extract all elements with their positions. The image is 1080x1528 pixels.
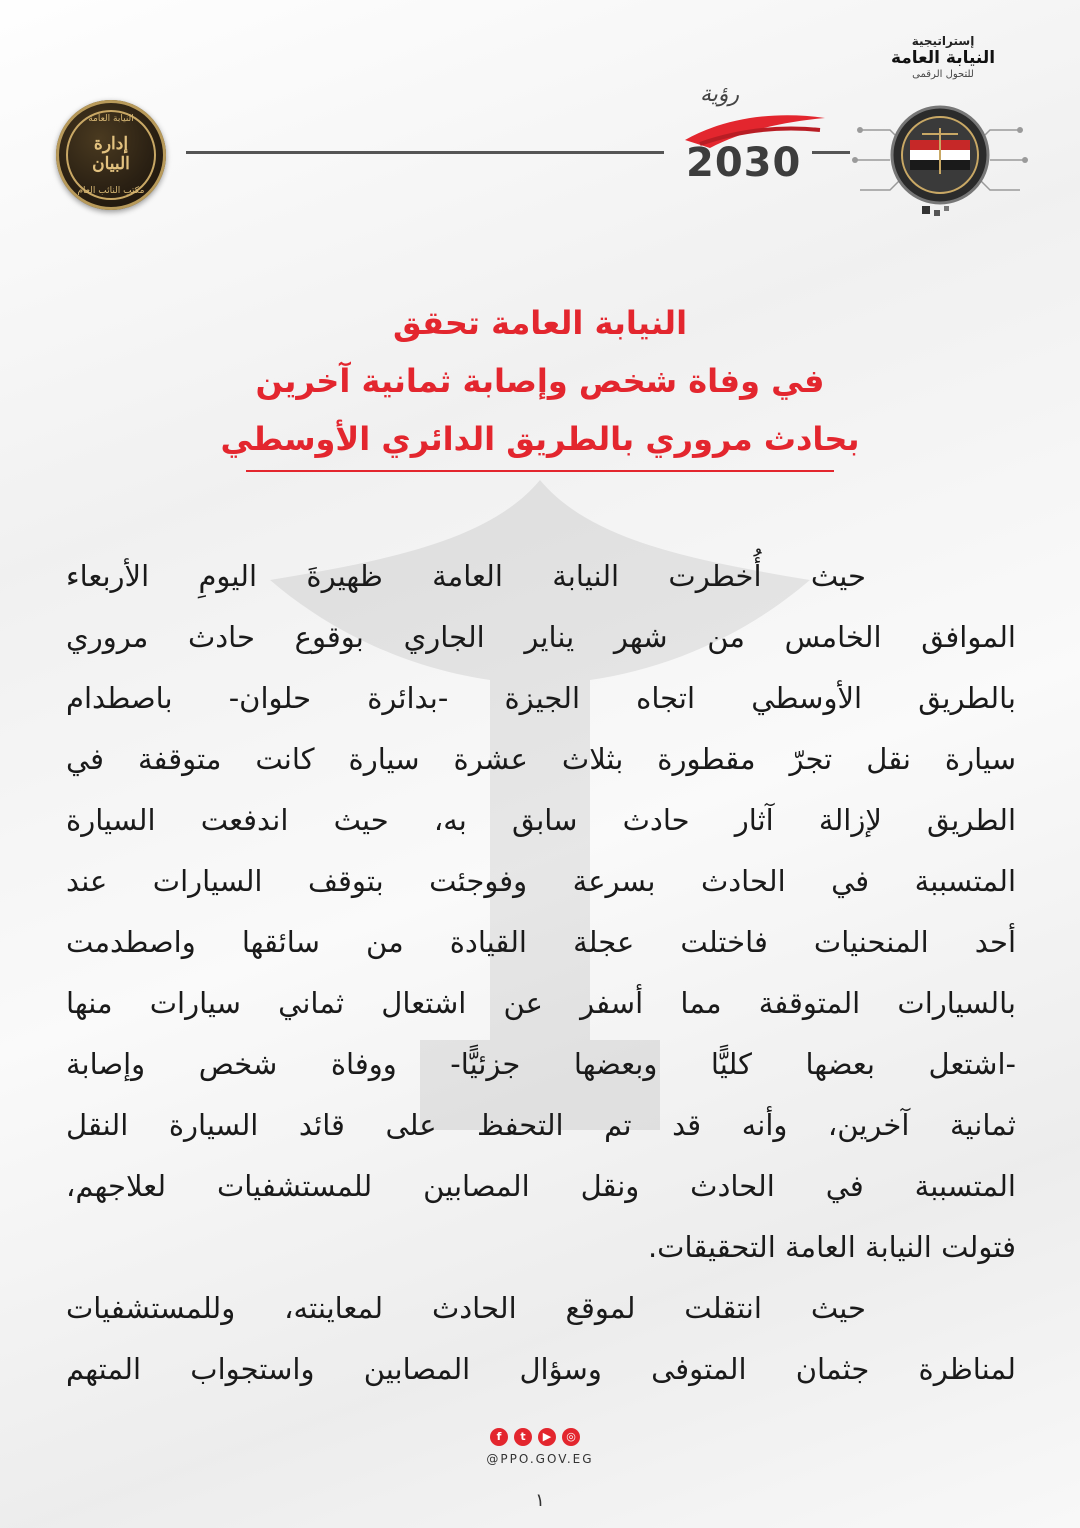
- page-number: ١: [535, 1490, 545, 1511]
- social-links: [490, 1428, 590, 1448]
- title-line-3: بحادث مروري بالطريق الدائري الأوسطي: [220, 420, 860, 458]
- body-line: فتولت النيابة العامة التحقيقات.: [647, 1230, 1016, 1264]
- seal-ring-top-text: النيابة العامة: [88, 114, 134, 124]
- header-divider-left: [186, 151, 664, 154]
- ppo-strategy-line1: إستراتيجية: [911, 34, 975, 48]
- document-title: [160, 294, 920, 468]
- body-line: الطريق لإزالة آثار حادث سابق به، حيث اندفعت السيارة: [66, 803, 1016, 837]
- website-handle[interactable]: @PPO.GOV.EG: [486, 1452, 594, 1466]
- twitter-icon[interactable]: t: [514, 1428, 532, 1446]
- body-line: بالسيارات المتوقفة مما أسفر عن اشتعال ثماني سيارات منها: [66, 986, 1016, 1020]
- body-line: سيارة نقل تجرّ مقطورة بثلاث عشرة سيارة كانت متوقفة في: [66, 742, 1016, 776]
- body-line: حيث أُخطرت النيابة العامة ظهيرةَ اليومِ الأربعاء: [66, 559, 866, 593]
- seal-core-line2: البيان: [92, 154, 130, 174]
- body-line: ثمانية آخرين، وأنه قد تم التحفظ على قائد السيارة النقل: [66, 1108, 1016, 1142]
- body-line: الموافق الخامس من شهر يناير الجاري بوقوع حادث مروري: [66, 620, 1016, 654]
- body-line: بالطريق الأوسطي اتجاه الجيزة -بدائرة حلوان- باصطدام: [66, 681, 1016, 715]
- ppo-strategy-line2: النيابة العامة: [890, 48, 996, 69]
- egypt-vision-2030-logo: [680, 82, 830, 192]
- statement-office-seal: [56, 100, 166, 210]
- ppo-strategy-title: [880, 34, 1006, 81]
- title-underline: [246, 470, 834, 472]
- body-line: -اشتعل بعضها كليًّا وبعضها جزئيًّا- ووفاة شخص وإصابة: [66, 1047, 1016, 1081]
- facebook-icon[interactable]: f: [490, 1428, 508, 1446]
- vision-year: 2030: [686, 140, 802, 186]
- ppo-strategy-line3: للتحول الرقمى: [912, 68, 974, 80]
- seal-ring-bottom-text: مكتب النائب العام: [77, 186, 145, 196]
- vision-word: رؤية: [700, 82, 740, 107]
- body-line: أحد المنحنيات فاختلت عجلة القيادة من سائقها واصطدمت: [66, 925, 1016, 959]
- body-line: حيث انتقلت لموقع الحادث لمعاينته، وللمستشفيات: [66, 1291, 866, 1325]
- header-divider-right: [812, 151, 850, 154]
- title-line-2: في وفاة شخص وإصابة ثمانية آخرين: [255, 362, 825, 400]
- body-line: لمناظرة جثمان المتوفى وسؤال المصابين واستجواب المتهم: [66, 1352, 1016, 1386]
- title-line-1: النيابة العامة تحقق: [392, 304, 688, 342]
- body-line: المتسببة في الحادث ونقل المصابين للمستشفيات لعلاجهم،: [66, 1169, 1016, 1203]
- public-prosecution-emblem-icon: [850, 100, 1030, 220]
- seal-core-text: [56, 134, 166, 174]
- body-line: المتسببة في الحادث بسرعة وفوجئت بتوقف السيارات عند: [66, 864, 1016, 898]
- document-header: [0, 0, 1080, 260]
- statement-body: [66, 546, 1016, 1400]
- instagram-icon[interactable]: ◎: [562, 1428, 580, 1446]
- youtube-icon[interactable]: ▶: [538, 1428, 556, 1446]
- seal-core-line1: إدارة: [93, 134, 129, 154]
